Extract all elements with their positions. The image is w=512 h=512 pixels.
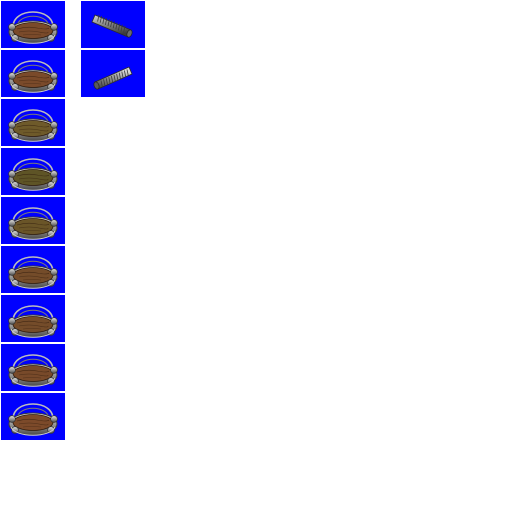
wooden-plate-cage-icon (1, 344, 65, 391)
wooden-plate-cage-icon (1, 99, 65, 146)
wooden-plate-cage-icon (1, 197, 65, 244)
ribbed-pipe-icon (81, 50, 145, 97)
wooden-plate-cage-icon (1, 50, 65, 97)
wooden-plate-cage-icon (1, 148, 65, 195)
wooden-plate-cage-icon (1, 295, 65, 342)
ribbed-pipe-icon (81, 1, 145, 48)
wooden-plate-cage-icon (1, 246, 65, 293)
wooden-plate-cage-icon (1, 393, 65, 440)
wooden-plate-cage-icon (1, 1, 65, 48)
